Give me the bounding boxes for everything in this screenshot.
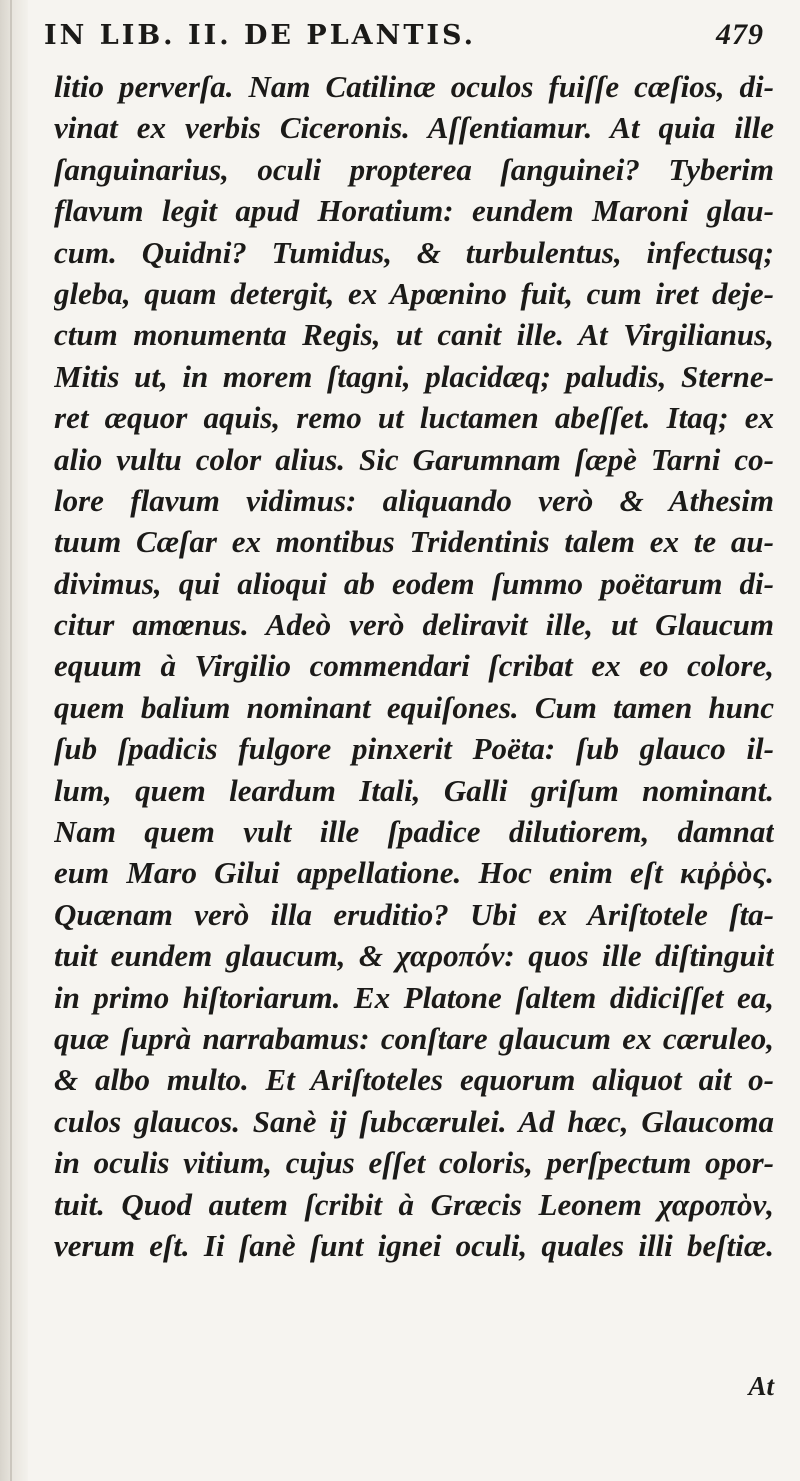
- text-line: tuum Cæſar ex montibus Tridentinis talem ex te au-: [54, 524, 774, 560]
- text-line: culos glaucos. Sanè ij ſubcærulei. Ad hæc, Glaucoma: [54, 1103, 774, 1139]
- text-line: gleba, quam detergit, ex Apœnino fuit, cum iret deje-: [54, 275, 774, 311]
- text-line: Nam quem vult ille ſpadice dilutiorem, damnat: [54, 814, 774, 850]
- text-line: lore flavum vidimus: aliquando verò & Athesim: [54, 482, 774, 518]
- text-line: citur amœnus. Adeò verò deliravit ille, ut Glaucum: [54, 607, 774, 643]
- binding-edge: [10, 0, 12, 1481]
- text-line: flavum legit apud Horatium: eundem Maroni glau-: [54, 193, 774, 229]
- text-line: verum eſt. Ii ſanè ſunt ignei oculi, quales illi beſtiæ.: [54, 1227, 774, 1263]
- text-line: Quænam verò illa eruditio? Ubi ex Ariſtotele ſta-: [54, 896, 774, 932]
- text-line: & albo multo. Et Ariſtoteles equorum aliquot ait o-: [54, 1062, 774, 1098]
- text-line: vinat ex verbis Ciceronis. Aſſentiamur. At quia ille: [54, 110, 774, 146]
- text-line: eum Maro Gilui appellatione. Hoc enim eſt κιῤῥὸς.: [54, 855, 774, 891]
- page-number: 479: [716, 18, 764, 51]
- text-line: equum à Virgilio commendari ſcribat ex eo colore,: [54, 648, 774, 684]
- text-line: litio perverſa. Nam Catilinæ oculos fuiſſe cæſios, di-: [54, 69, 774, 104]
- text-line: quæ ſuprà narrabamus: conſtare glaucum ex cæruleo,: [54, 1020, 774, 1056]
- text-line: tuit eundem glaucum, & χαροπόν: quos ille diſtinguit: [54, 938, 774, 974]
- text-line: ſub ſpadicis fulgore pinxerit Poëta: ſub glauco il-: [54, 731, 774, 767]
- text-line: ctum monumenta Regis, ut canit ille. At Virgilianus,: [54, 317, 774, 353]
- text-line: cum. Quidni? Tumidus, & turbulentus, infectusq;: [54, 234, 774, 270]
- text-line: Mitis ut, in morem ſtagni, placidæq; paludis, Sterne-: [54, 358, 774, 394]
- running-head: IN LIB. II. DE PLANTIS.: [44, 20, 476, 51]
- text-line: lum, quem leardum Itali, Galli griſum nominant.: [54, 772, 774, 808]
- text-line: in primo hiſtoriarum. Ex Platone ſaltem didiciſſet ea,: [54, 979, 774, 1015]
- text-line: alio vultu color alius. Sic Garumnam ſæpè Tarni co-: [54, 441, 774, 477]
- body-text: [54, 66, 774, 1401]
- text-line: tuit. Quod autem ſcribit à Græcis Leonem χαροπὸν,: [54, 1186, 774, 1222]
- catchword: At: [748, 1371, 774, 1401]
- text-line: in oculis vitium, cujus eſſet coloris, perſpectum opor-: [54, 1145, 774, 1181]
- text-line: quem balium nominant equiſones. Cum tamen hunc: [54, 689, 774, 725]
- page-header: [44, 18, 764, 66]
- page-gutter: [0, 0, 28, 1481]
- text-line: divimus, qui alioqui ab eodem ſummo poëtarum di-: [54, 565, 774, 601]
- text-line: ſanguinarius, oculi propterea ſanguinei? Tyberim: [54, 151, 774, 187]
- text-line: ret æquor aquis, remo ut luctamen abeſſet. Itaq; ex: [54, 400, 774, 436]
